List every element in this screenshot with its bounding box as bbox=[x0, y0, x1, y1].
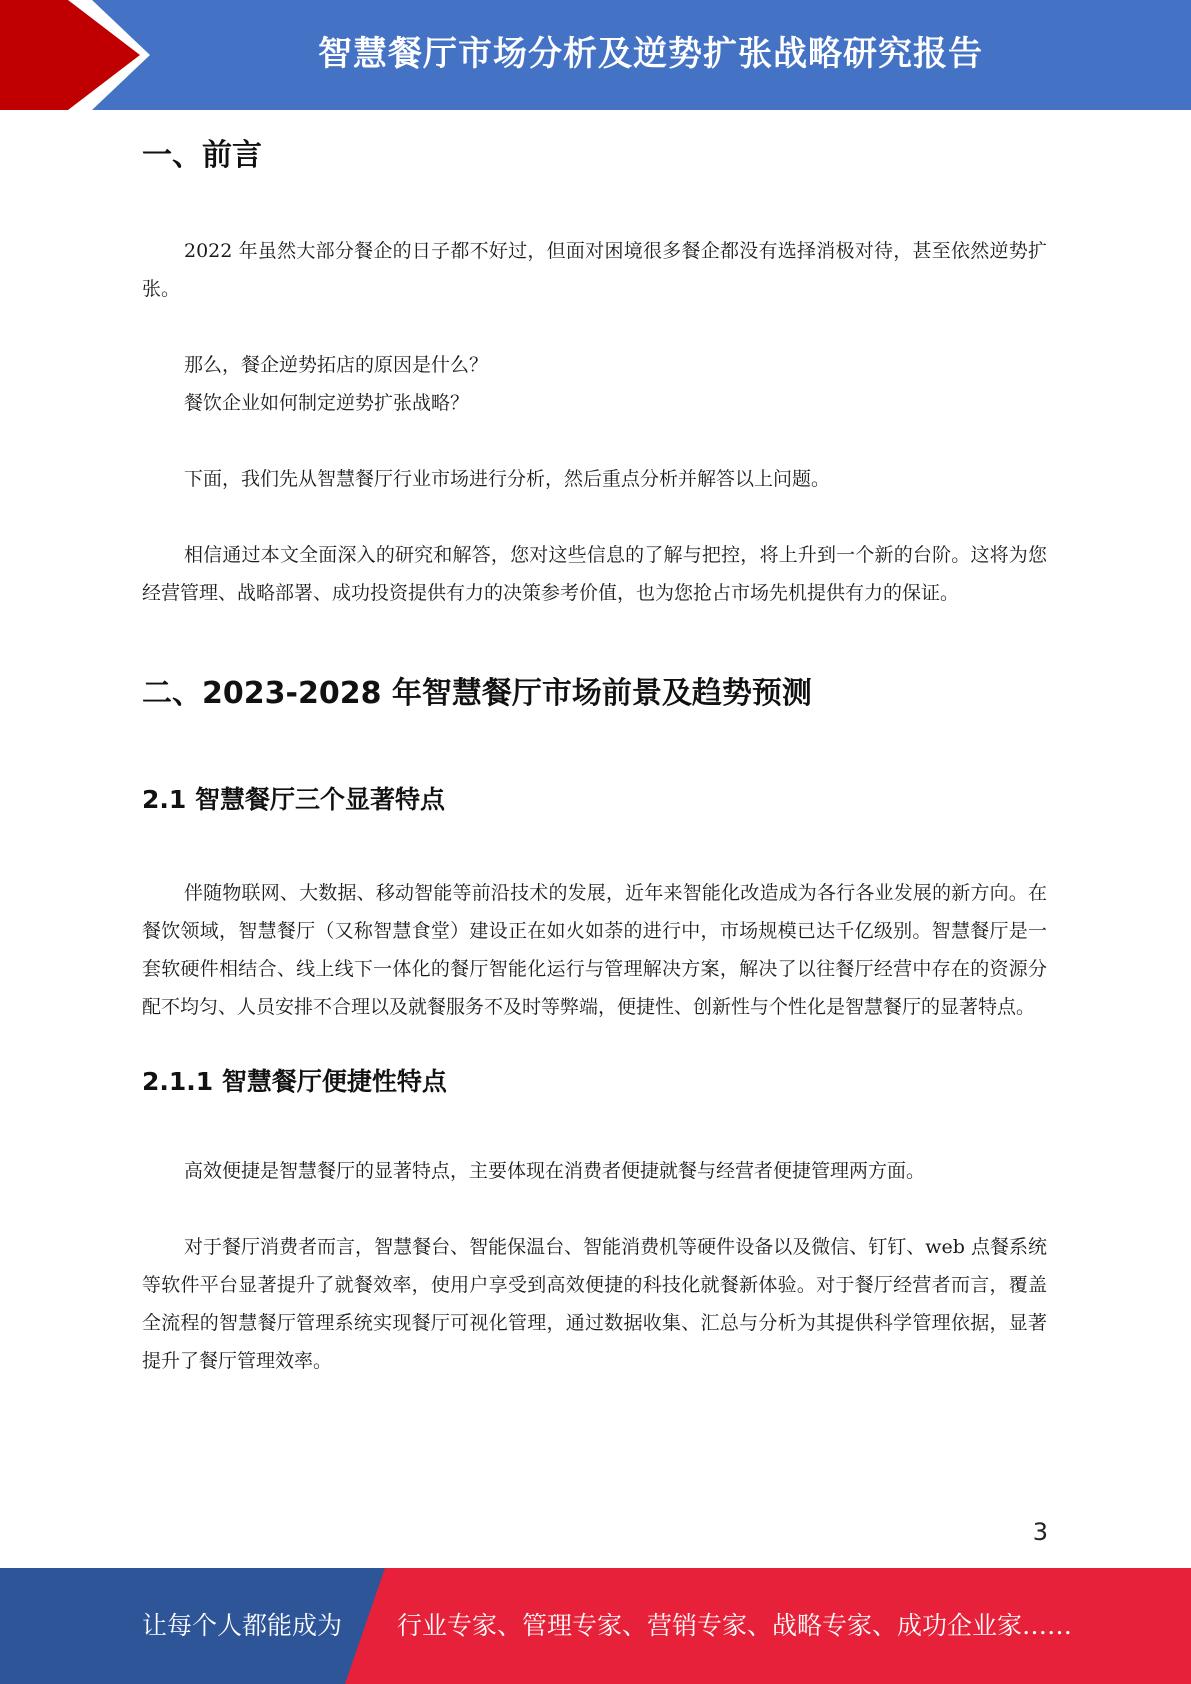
document-title: 智慧餐厅市场分析及逆势扩张战略研究报告 bbox=[318, 34, 983, 74]
header-bar bbox=[0, 0, 1191, 110]
paragraph: 伴随物联网、大数据、移动智能等前沿技术的发展，近年来智能化改造成为各行各业发展的新方向。在餐饮领域，智慧餐厅（又称智慧食堂）建设正在如火如荼的进行中，市场规模已达千亿级别。智慧餐厅是一套软硬件相结合、线上线下一体化的餐厅智能化运行与管理解决方案，解决了以往餐厅经营中存在的资源分配不均匀、人员安排不合理以及就餐服务不及时等弊端，便捷性、创新性与个性化是智慧餐厅的显著特点。 bbox=[142, 882, 1047, 1018]
subsection-heading: 2.1.1 智慧餐厅便捷性特点 bbox=[142, 1067, 447, 1096]
footer-bar bbox=[0, 1568, 1191, 1684]
section-heading-preface: 一、前言 bbox=[142, 138, 262, 173]
paragraph: 2022 年虽然大部分餐企的日子都不好过，但面对困境很多餐企都没有选择消极对待，甚至依然逆势扩张。 bbox=[142, 240, 1047, 300]
paragraph: 对于餐厅消费者而言，智慧餐台、智能保温台、智能消费机等硬件设备以及微信、钉钉、web 点餐系统等软件平台显著提升了就餐效率，使用户享受到高效便捷的科技化就餐新体验。对于餐厅经营者而言，覆盖全流程的智慧餐厅管理系统实现餐厅可视化管理，通过数据收集、汇总与分析为其提供科学管理依据，显著提升了餐厅管理效率。 bbox=[142, 1236, 1047, 1372]
paragraph: 相信通过本文全面深入的研究和解答，您对这些信息的了解与把控，将上升到一个新的台阶。这将为您经营管理、战略部署、成功投资提供有力的决策参考价值，也为您抢占市场先机提供有力的保证。 bbox=[142, 544, 1047, 604]
header-chevron-decoration bbox=[0, 0, 160, 110]
subsection-heading: 2.1 智慧餐厅三个显著特点 bbox=[142, 785, 445, 814]
footer-slogan-left: 让每个人都能成为 bbox=[142, 1611, 343, 1640]
footer-slogan-right: 行业专家、管理专家、营销专家、战略专家、成功企业家…… bbox=[397, 1611, 1073, 1640]
document-body bbox=[142, 130, 1047, 1380]
paragraph: 下面，我们先从智慧餐厅行业市场进行分析，然后重点分析并解答以上问题。 bbox=[184, 468, 831, 490]
question-line: 那么，餐企逆势拓店的原因是什么？ bbox=[184, 354, 489, 376]
paragraph: 高效便捷是智慧餐厅的显著特点，主要体现在消费者便捷就餐与经营者便捷管理两方面。 bbox=[184, 1160, 926, 1182]
question-line: 餐饮企业如何制定逆势扩张战略？ bbox=[184, 392, 470, 414]
page-number: 3 bbox=[1032, 1518, 1048, 1546]
section-heading-forecast: 二、2023-2028 年智慧餐厅市场前景及趋势预测 bbox=[142, 676, 812, 711]
